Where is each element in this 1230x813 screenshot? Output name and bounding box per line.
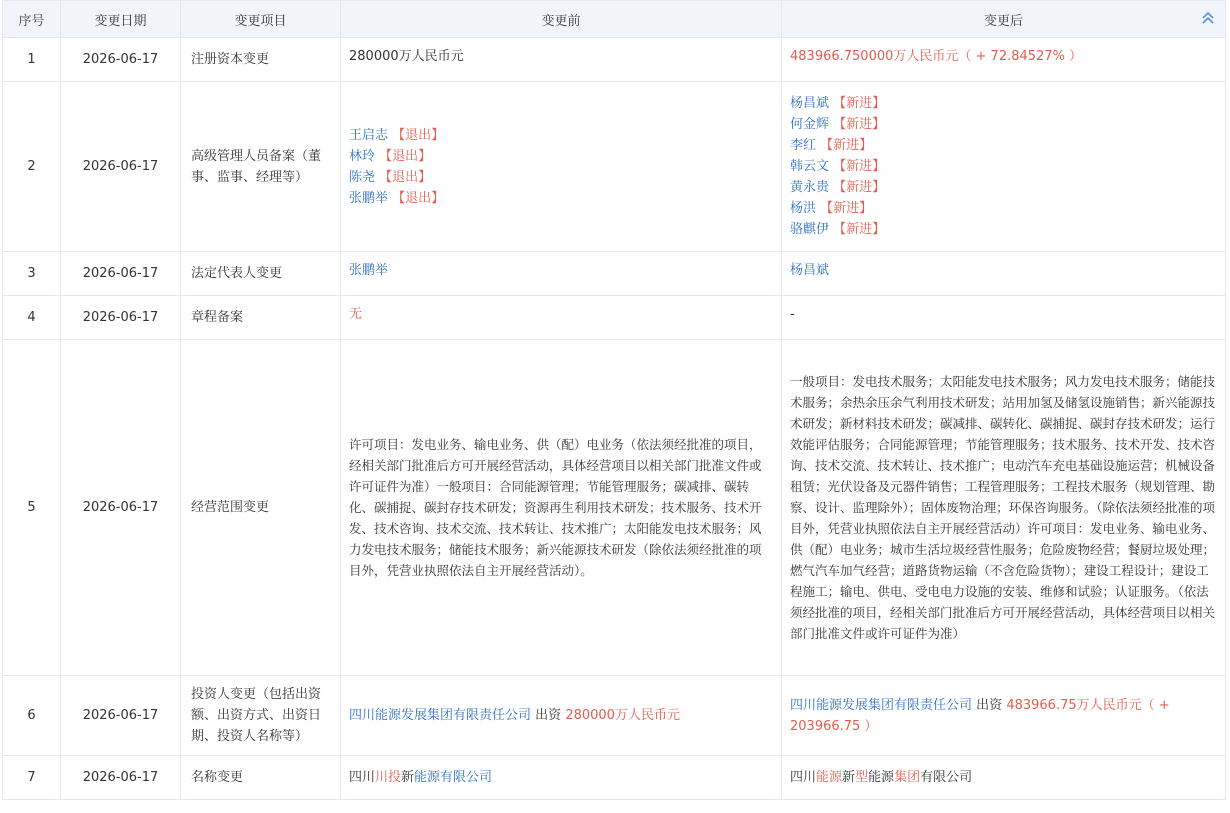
person-link[interactable]: 何金辉 xyxy=(790,117,830,132)
row-after xyxy=(782,676,1226,756)
row-before: 许可项目：发电业务、输电业务、供（配）电业务（依法须经批准的项目，经相关部门批准后方可开展经营活动，具体经营项目以相关部门批准文件或许可证件为准）一般项目：合同能源管理；节能管理服务；碳减排、碳转化、碳捕捉、碳封存技术研发；资源再生利用技术研发；技术服务、技术开发、技术咨询、技术交流、技术转让、技术推广；太阳能发电技术服务；风力发电技术服务；储能技术服务；新兴能源技术研发（除依法须经批准的项目外，凭营业执照依法自主开展经营活动）。 xyxy=(341,340,782,676)
row-before: 无 xyxy=(341,296,782,340)
row-item: 法定代表人变更 xyxy=(181,252,341,296)
invest-amount: 280000万人民币元 xyxy=(565,708,680,723)
row-before xyxy=(341,82,782,252)
header-before: 变更前 xyxy=(341,1,782,38)
header-index: 序号 xyxy=(3,1,61,38)
person-link[interactable]: 王启志 xyxy=(349,127,389,143)
row-index: 2 xyxy=(3,82,61,252)
row-after: 一般项目：发电技术服务；太阳能发电技术服务；风力发电技术服务；储能技术服务；余热余压余气利用技术研发；站用加氢及储氢设施销售；新兴能源技术研发；新材料技术研发；碳减排、碳转化、碳捕捉、碳封存技术研发；运行效能评估服务；合同能源管理；节能管理服务；技术服务、技术开发、技术咨询、技术交流、技术转让、技术推广；电动汽车充电基础设施运营；机械设备租赁；光伏设备及元器件销售；工程管理服务；工程技术服务（规划管理、勘察、设计、监理除外）；固体废物治理；环保咨询服务。（除依法须经批准的项目外，凭营业执照依法自主开展经营活动）许可项目：发电业务、输电业务、供（配）电业务；城市生活垃圾经营性服务；危险废物经营；餐厨垃圾处理；燃气汽车加气经营；道路货物运输（不含危险货物）；建设工程设计；建设工程施工；输电、供电、受电电力设施的安装、维修和试验；认证服务。（依法须经批准的项目，经相关部门批准后方可开展经营活动，具体经营项目以相关部门批准文件或许可证件为准） xyxy=(782,340,1226,676)
row-index: 7 xyxy=(3,756,61,800)
name-seg: 川投 xyxy=(375,770,402,785)
person-link[interactable]: 林玲 xyxy=(349,148,376,164)
status-tag: 【退出】 xyxy=(392,127,445,143)
table-row xyxy=(3,38,1226,82)
person-link[interactable]: 杨洪 xyxy=(790,201,817,216)
name-seg: 四川 xyxy=(349,770,376,785)
company-link[interactable]: 四川能源发展集团有限责任公司 xyxy=(790,697,973,713)
name-seg: 能源 xyxy=(868,770,895,785)
name-seg: 能源 xyxy=(816,770,843,785)
name-seg: 新 xyxy=(401,770,415,785)
name-seg: 有限公司 xyxy=(920,770,973,785)
header-date: 变更日期 xyxy=(61,1,181,38)
row-item: 章程备案 xyxy=(181,296,341,340)
row-index: 5 xyxy=(3,340,61,676)
row-after: - xyxy=(782,296,1226,340)
person-entry xyxy=(790,114,1217,135)
table-row xyxy=(3,296,1226,340)
invest-label: 出资 xyxy=(976,697,1003,713)
person-entry xyxy=(790,135,1217,156)
status-tag: 【新进】 xyxy=(833,159,886,174)
row-index: 3 xyxy=(3,252,61,296)
status-tag: 【新进】 xyxy=(833,180,886,195)
row-date: 2026-06-17 xyxy=(61,38,181,82)
row-before: 280000万人民币元 xyxy=(341,38,782,82)
row-before xyxy=(341,676,782,756)
row-index: 6 xyxy=(3,676,61,756)
header-item: 变更项目 xyxy=(181,1,341,38)
name-seg: 能源有限公司 xyxy=(414,770,493,785)
status-tag: 【退出】 xyxy=(392,190,445,206)
person-link[interactable]: 张鹏举 xyxy=(349,190,389,206)
status-tag: 【新进】 xyxy=(833,117,886,132)
name-seg: 新 xyxy=(842,770,856,785)
row-date: 2026-06-17 xyxy=(61,252,181,296)
status-tag: 【退出】 xyxy=(379,148,432,164)
person-entry xyxy=(790,219,1217,240)
row-after-person-link[interactable]: 杨昌斌 xyxy=(782,252,1226,296)
row-index: 1 xyxy=(3,38,61,82)
row-index: 4 xyxy=(3,296,61,340)
person-entry xyxy=(349,125,773,146)
row-item: 经营范围变更 xyxy=(181,340,341,676)
name-seg: 四川 xyxy=(790,770,817,785)
row-item: 高级管理人员备案（董事、监事、经理等） xyxy=(181,82,341,252)
status-tag: 【新进】 xyxy=(833,96,886,111)
status-tag: 【新进】 xyxy=(833,222,886,237)
person-link[interactable]: 陈尧 xyxy=(349,169,376,185)
row-date: 2026-06-17 xyxy=(61,340,181,676)
table-header-row xyxy=(3,1,1226,38)
table-row xyxy=(3,340,1226,676)
row-after xyxy=(782,756,1226,800)
person-link[interactable]: 杨昌斌 xyxy=(790,96,830,111)
person-link[interactable]: 黄永贵 xyxy=(790,180,830,195)
name-seg: 型 xyxy=(855,770,869,785)
person-entry xyxy=(790,156,1217,177)
invest-amount: 483966.75万人民币元（ + 203966.75 ） xyxy=(790,697,1170,734)
row-item: 名称变更 xyxy=(181,756,341,800)
table-row xyxy=(3,676,1226,756)
header-after xyxy=(782,1,1226,38)
status-tag: 【退出】 xyxy=(379,169,432,185)
row-before-person-link[interactable]: 张鹏举 xyxy=(341,252,782,296)
person-entry xyxy=(790,93,1217,114)
person-link[interactable]: 李红 xyxy=(790,138,817,153)
name-seg: 集团 xyxy=(894,770,921,785)
change-record-table xyxy=(2,0,1226,800)
table-row xyxy=(3,252,1226,296)
person-link[interactable]: 韩云文 xyxy=(790,159,830,174)
status-tag: 【新进】 xyxy=(820,138,873,153)
row-date: 2026-06-17 xyxy=(61,676,181,756)
person-entry xyxy=(349,146,773,167)
company-link[interactable]: 四川能源发展集团有限责任公司 xyxy=(349,708,532,723)
double-chevron-up-icon[interactable] xyxy=(1201,11,1215,25)
row-date: 2026-06-17 xyxy=(61,756,181,800)
table-row xyxy=(3,756,1226,800)
row-date: 2026-06-17 xyxy=(61,82,181,252)
row-after xyxy=(782,82,1226,252)
table-row xyxy=(3,82,1226,252)
person-entry xyxy=(790,177,1217,198)
status-tag: 【新进】 xyxy=(820,201,873,216)
row-after: 483966.750000万人民币元（ + 72.84527% ） xyxy=(782,38,1226,82)
invest-label: 出资 xyxy=(535,708,562,723)
row-item: 投资人变更（包括出资额、出资方式、出资日期、投资人名称等） xyxy=(181,676,341,756)
row-item: 注册资本变更 xyxy=(181,38,341,82)
header-after-label: 变更后 xyxy=(983,13,1023,29)
row-date: 2026-06-17 xyxy=(61,296,181,340)
person-entry xyxy=(349,188,773,209)
person-link[interactable]: 骆麒伊 xyxy=(790,222,830,237)
person-entry xyxy=(349,167,773,188)
person-entry xyxy=(790,198,1217,219)
row-before xyxy=(341,756,782,800)
